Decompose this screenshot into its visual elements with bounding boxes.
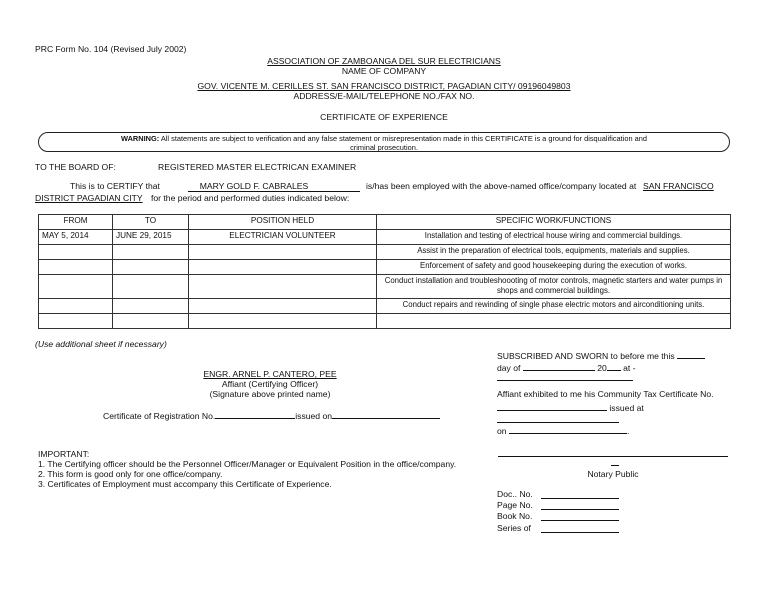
company-name-caption: NAME OF COMPANY xyxy=(341,66,427,76)
company-address: GOV. VICENTE M. CERILLES ST. SAN FRANCISCO DISTRICT, PAGADIAN CITY/ 09196049803 xyxy=(197,81,571,91)
cell-from xyxy=(39,299,113,314)
doc-no-blank xyxy=(541,489,619,499)
ctc-number-blank xyxy=(497,401,607,411)
table-row xyxy=(39,314,731,329)
certificate-title: CERTIFICATE OF EXPERIENCE xyxy=(320,112,448,122)
certify-lead: This is to CERTIFY that xyxy=(70,181,160,191)
cell-work: Conduct repairs and rewinding of single phase electric motors and airconditioning units. xyxy=(377,299,731,314)
series-blank-wrap xyxy=(541,523,619,535)
at-label: at - xyxy=(623,363,636,373)
doc-no-label: Doc.. No. xyxy=(497,489,533,499)
day-of-label: day of xyxy=(497,363,521,373)
sworn-day-blank xyxy=(677,349,705,359)
additional-sheet-note: (Use additional sheet if necessary) xyxy=(35,339,167,349)
signature-caption: (Signature above printed name) xyxy=(209,389,331,399)
form-number: PRC Form No. 104 (Revised July 2002) xyxy=(35,44,187,54)
table-row xyxy=(39,230,731,245)
issued-on-label: issued on xyxy=(295,411,333,421)
cell-work: Conduct installation and troubleshoooting of motor controls, magnetic starters and water pumps in shops and commercial buildings. xyxy=(377,275,731,299)
warning-text-line2: criminal prosecution. xyxy=(350,143,418,152)
place-blank xyxy=(497,371,633,381)
cell-position xyxy=(189,260,377,275)
issued-at-blank xyxy=(497,413,619,423)
registration-blank xyxy=(215,409,295,419)
header-from: FROM xyxy=(39,215,113,230)
place-blank-line xyxy=(497,371,633,383)
duties-table xyxy=(38,214,731,329)
table-header-row xyxy=(39,215,731,230)
header-position: POSITION HELD xyxy=(189,215,377,230)
notary-signature-tick xyxy=(611,457,619,466)
sworn-line xyxy=(497,349,705,361)
important-item: 3. Certificates of Employment must accompany this Certificate of Experience. xyxy=(38,479,332,489)
on-date-blank xyxy=(509,424,627,434)
cell-work: Assist in the preparation of electrical tools, equipments, materials and supplies. xyxy=(377,245,731,260)
sworn-text: SUBSCRIBED AND SWORN to before me this xyxy=(497,351,675,361)
book-no-blank xyxy=(541,511,619,521)
registration-label: Certificate of Registration No. xyxy=(103,411,216,421)
warning-box xyxy=(38,132,730,152)
affiant-caption: Affiant (Certifying Officer) xyxy=(221,379,319,389)
company-name: ASSOCIATION OF ZAMBOANGA DEL SUR ELECTRICIANS xyxy=(267,56,501,66)
cell-to xyxy=(113,275,189,299)
on-line: on . xyxy=(497,426,630,436)
cell-position xyxy=(189,299,377,314)
cell-from xyxy=(39,314,113,329)
table-row xyxy=(39,245,731,260)
cell-to xyxy=(113,314,189,329)
table-row xyxy=(39,275,731,299)
year-blank xyxy=(607,361,621,371)
cell-work: Installation and testing of electrical house wiring and commercial buildings. xyxy=(377,230,731,245)
employee-name-text: MARY GOLD F. CABRALES xyxy=(199,181,309,191)
table-row xyxy=(39,299,731,314)
registration-line xyxy=(103,409,440,421)
location-line1: SAN FRANCISCO xyxy=(643,181,714,191)
board-prefix: TO THE BOARD OF: xyxy=(35,162,116,172)
important-item: 1. The Certifying officer should be the Personnel Officer/Manager or Equivalent Position in the office/company. xyxy=(38,459,457,469)
cell-work: Enforcement of safety and good housekeeping during the execution of works. xyxy=(377,260,731,275)
year-prefix: 20 xyxy=(597,363,607,373)
issued-on-blank xyxy=(332,409,440,419)
cell-to: JUNE 29, 2015 xyxy=(113,230,189,245)
header-to: TO xyxy=(113,215,189,230)
notary-signature-line xyxy=(498,448,728,457)
cell-to xyxy=(113,299,189,314)
cell-position xyxy=(189,314,377,329)
on-label: on xyxy=(497,426,507,436)
doc-no-line xyxy=(497,489,533,499)
ctc-number-line xyxy=(497,401,644,413)
page-no-label: Page No. xyxy=(497,500,533,510)
cell-from xyxy=(39,260,113,275)
book-no-blank-wrap xyxy=(541,511,619,523)
cell-from xyxy=(39,245,113,260)
location-line2: DISTRICT PAGADIAN CITY xyxy=(35,193,143,203)
series-blank xyxy=(541,523,619,533)
company-address-caption: ADDRESS/E-MAIL/TELEPHONE NO./FAX NO. xyxy=(293,91,475,101)
affiant-name-text: ENGR. ARNEL P. CANTERO, PEE xyxy=(203,369,337,379)
month-blank xyxy=(523,361,595,371)
affiant-name xyxy=(170,369,370,379)
notary-public-label: Notary Public xyxy=(587,469,639,479)
table-row xyxy=(39,260,731,275)
warning-text-line1: All statements are subject to verification and any false statement or misrepresentation made in this CERTIFICATE is a ground for disqualification and xyxy=(160,134,647,143)
issued-at-label: issued at xyxy=(609,403,644,413)
cell-from: MAY 5, 2014 xyxy=(39,230,113,245)
warning-label: WARNING: xyxy=(121,134,160,143)
cell-position: ELECTRICIAN VOLUNTEER xyxy=(189,230,377,245)
board-value: REGISTERED MASTER ELECTRICAN EXAMINER xyxy=(158,162,357,172)
certify-tail: for the period and performed duties indicated below: xyxy=(151,193,350,203)
cell-position xyxy=(189,245,377,260)
ctc-exhibited: Affiant exhibited to me his Community Tax Certificate No. xyxy=(497,389,714,399)
important-item: 2. This form is good only for one office/company. xyxy=(38,469,223,479)
cell-from xyxy=(39,275,113,299)
page-no-blank xyxy=(541,500,619,510)
cell-to xyxy=(113,260,189,275)
cell-work xyxy=(377,314,731,329)
series-label: Series of xyxy=(497,523,531,533)
header-work: SPECIFIC WORK/FUNCTIONS xyxy=(377,215,731,230)
book-no-label: Book No. xyxy=(497,511,533,521)
cell-position xyxy=(189,275,377,299)
employee-name xyxy=(188,181,360,192)
important-heading: IMPORTANT: xyxy=(38,449,90,459)
cell-to xyxy=(113,245,189,260)
certify-mid: is/has been employed with the above-named office/company located at xyxy=(366,181,637,191)
